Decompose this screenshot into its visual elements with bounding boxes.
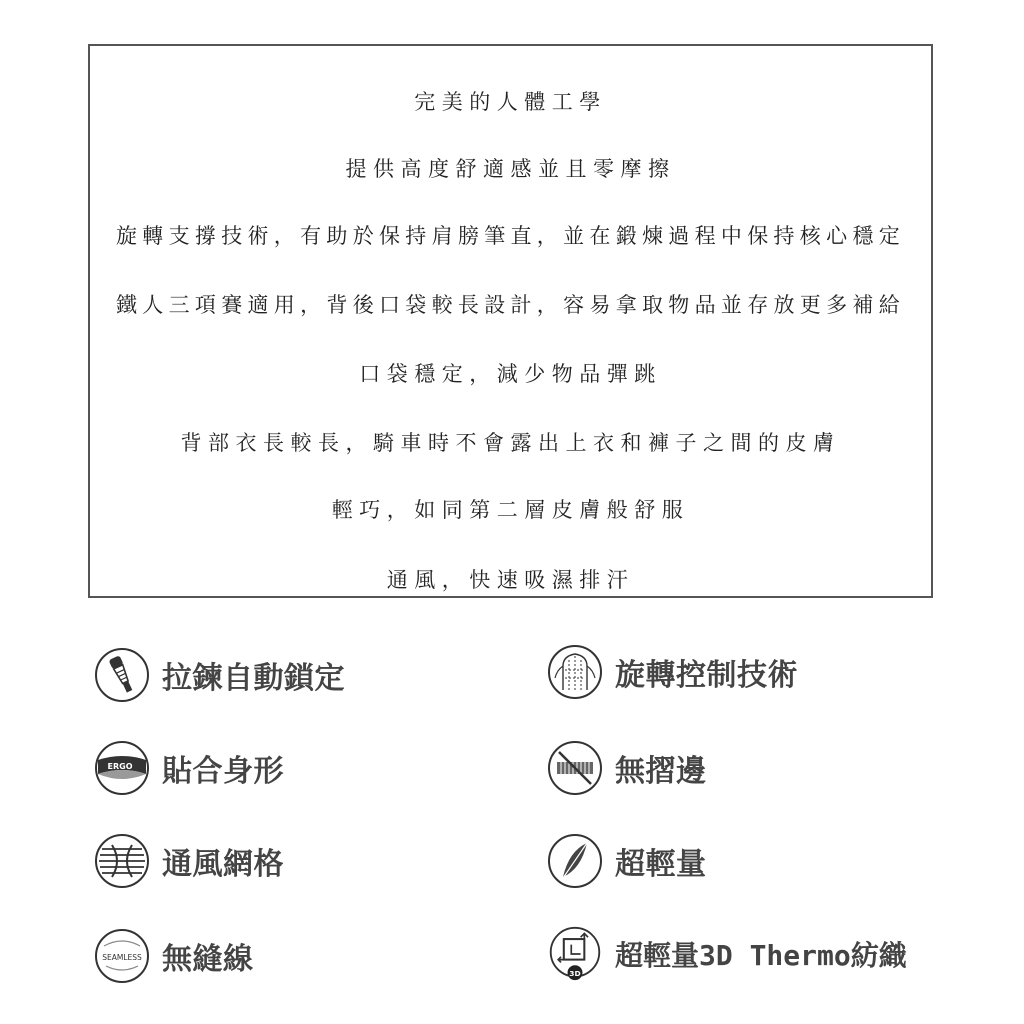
feature-feather-light	[547, 831, 707, 891]
3d-badge-text: 3D	[569, 968, 581, 978]
zipper-lock-icon	[94, 647, 150, 703]
spec-line: 通風，快速吸濕排汗	[386, 568, 635, 592]
spec-line: 提供高度舒適感並且零摩擦	[345, 157, 676, 181]
feather-light-icon	[547, 833, 603, 889]
feature-label: 超輕量3D Thermo紡織	[615, 939, 907, 972]
ergo-fit-icon	[94, 740, 150, 796]
spec-line: 口袋穩定，減少物品彈跳	[359, 362, 662, 386]
seamless-icon	[94, 928, 150, 984]
spec-line: 旋轉支撐技術，有助於保持肩膀筆直，並在鍛煉過程中保持核心穩定	[116, 224, 905, 248]
feature-no-hem	[547, 738, 707, 798]
seamless-text: SEAMLESS	[102, 953, 142, 962]
feature-label: 貼合身形	[162, 754, 284, 789]
feature-thermo-3d-fabric	[547, 924, 907, 984]
ventilation-mesh-icon	[94, 833, 150, 889]
feature-ergo-fit	[94, 738, 284, 798]
feature-label: 超輕量	[615, 847, 707, 882]
feature-zipper-lock	[94, 645, 345, 705]
feature-label: 通風網格	[162, 847, 284, 882]
spec-line: 鐵人三項賽適用，背後口袋較長設計，容易拿取物品並存放更多補給	[116, 293, 905, 317]
feature-ventilation-mesh	[94, 831, 284, 891]
spec-box	[88, 44, 933, 598]
ergo-text: ERGO	[107, 762, 133, 771]
feature-rotation-control	[547, 642, 798, 702]
thermo-3d-fabric-icon	[547, 926, 603, 982]
feature-label: 拉鍊自動鎖定	[162, 661, 345, 696]
feature-label: 無縫線	[162, 942, 254, 977]
spec-line: 輕巧，如同第二層皮膚般舒服	[331, 498, 690, 522]
feature-label: 無摺邊	[615, 754, 707, 789]
spec-line: 完美的人體工學	[414, 90, 607, 114]
rotation-control-icon	[547, 644, 603, 700]
no-hem-icon	[547, 740, 603, 796]
feature-label: 旋轉控制技術	[615, 658, 798, 693]
feature-seamless	[94, 926, 254, 986]
spec-line: 背部衣長較長，騎車時不會露出上衣和褲子之間的皮膚	[180, 431, 841, 455]
